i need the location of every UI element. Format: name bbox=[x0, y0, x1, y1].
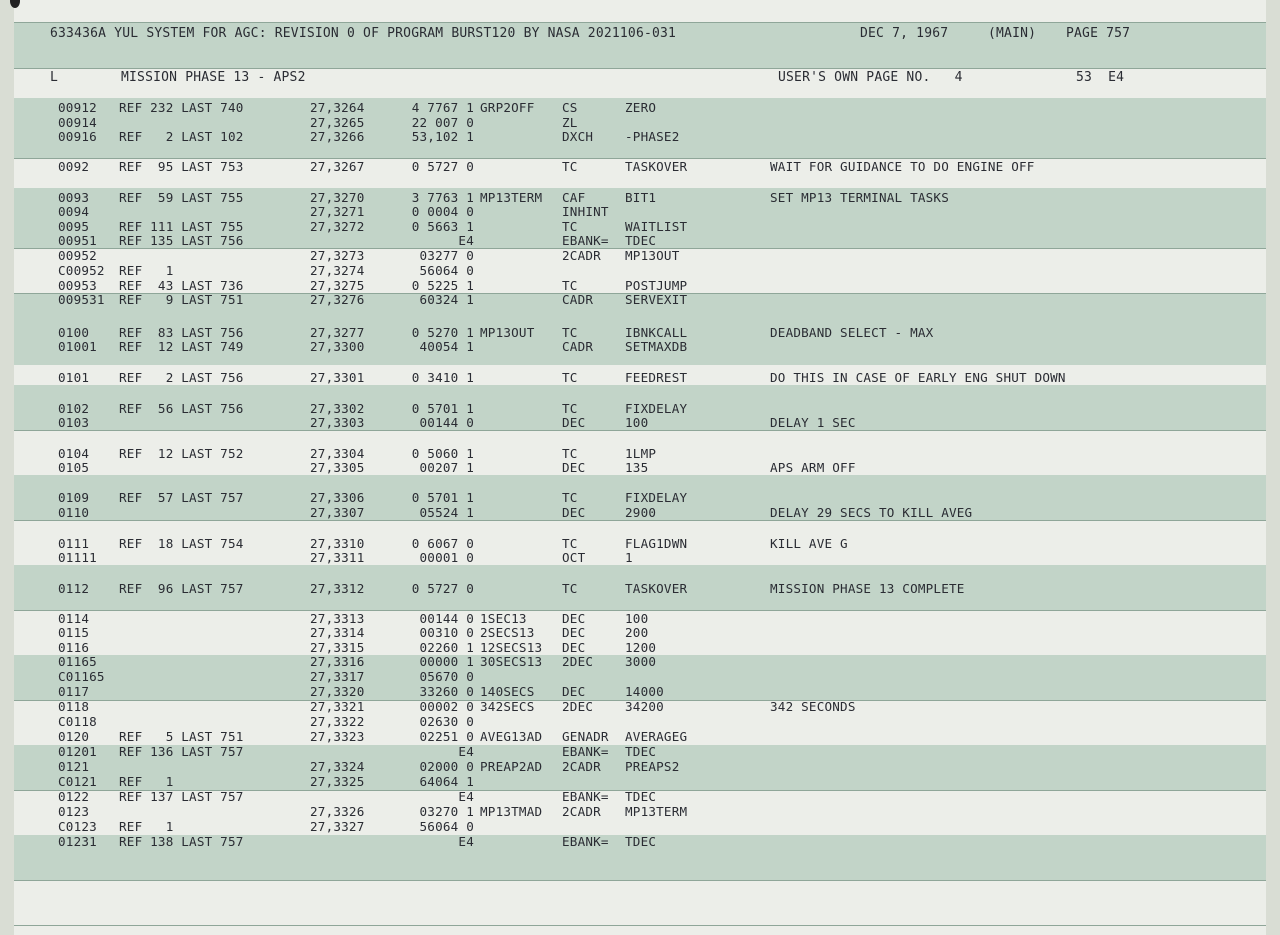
row-octal-word: 56064 0 bbox=[419, 263, 474, 278]
row-line-number: 009531 bbox=[58, 292, 105, 307]
row-ref-info: REF 12 LAST 752 bbox=[119, 446, 244, 461]
row-address: 27,3277 bbox=[310, 325, 365, 340]
row-operand: TDEC bbox=[625, 834, 657, 849]
row-octal-word: 00002 0 bbox=[419, 699, 474, 714]
row-octal-word: 03277 0 bbox=[419, 248, 474, 263]
row-address: 27,3312 bbox=[310, 581, 365, 596]
row-octal-word: 3 7763 1 bbox=[411, 190, 474, 205]
row-ref-info: REF 111 LAST 755 bbox=[119, 219, 244, 234]
row-ref-info: REF 43 LAST 736 bbox=[119, 278, 244, 293]
row-address: 27,3316 bbox=[310, 654, 365, 669]
row-opcode: TC bbox=[562, 581, 578, 596]
row-octal-word: 0 6067 0 bbox=[411, 536, 474, 551]
row-address: 27,3264 bbox=[310, 100, 365, 115]
row-line-number: 0123 bbox=[58, 804, 90, 819]
row-octal-word: 03270 1 bbox=[419, 804, 474, 819]
row-ref-info: REF 5 LAST 751 bbox=[119, 729, 244, 744]
row-octal-word: 0 5225 1 bbox=[411, 278, 474, 293]
row-label: MP13TMAD bbox=[480, 804, 543, 819]
row-address: 27,3304 bbox=[310, 446, 365, 461]
row-comment: APS ARM OFF bbox=[770, 460, 856, 475]
row-ref-info: REF 18 LAST 754 bbox=[119, 536, 244, 551]
row-comment: WAIT FOR GUIDANCE TO DO ENGINE OFF bbox=[770, 159, 1035, 174]
row-address: 27,3274 bbox=[310, 263, 365, 278]
row-operand: PREAPS2 bbox=[625, 759, 680, 774]
row-opcode: TC bbox=[562, 370, 578, 385]
row-operand: 2900 bbox=[625, 505, 657, 520]
row-opcode: 2CADR bbox=[562, 759, 601, 774]
row-opcode: DEC bbox=[562, 684, 586, 699]
row-line-number: 0122 bbox=[58, 789, 90, 804]
row-operand: 1LMP bbox=[625, 446, 657, 461]
row-address: 27,3315 bbox=[310, 640, 365, 655]
row-opcode: EBANK= bbox=[562, 233, 609, 248]
row-line-number: 01165 bbox=[58, 654, 97, 669]
row-operand: AVERAGEG bbox=[625, 729, 688, 744]
row-address: 27,3317 bbox=[310, 669, 365, 684]
row-ref-info: REF 135 LAST 756 bbox=[119, 233, 244, 248]
row-address: 27,3326 bbox=[310, 804, 365, 819]
row-line-number: 0112 bbox=[58, 581, 90, 596]
row-operand: FLAG1DWN bbox=[625, 536, 688, 551]
row-operand: TDEC bbox=[625, 744, 657, 759]
row-operand: TASKOVER bbox=[625, 581, 688, 596]
row-comment: DELAY 29 SECS TO KILL AVEG bbox=[770, 505, 973, 520]
row-octal-word: 00001 0 bbox=[419, 550, 474, 565]
row-ref-info: REF 2 LAST 102 bbox=[119, 129, 244, 144]
row-line-number: 0094 bbox=[58, 204, 90, 219]
row-ref-info: REF 56 LAST 756 bbox=[119, 401, 244, 416]
row-opcode: TC bbox=[562, 490, 578, 505]
row-operand: FEEDREST bbox=[625, 370, 688, 385]
users-page-number: USER'S OWN PAGE NO. 4 bbox=[778, 70, 963, 85]
row-line-number: 00912 bbox=[58, 100, 97, 115]
row-ref-info: REF 83 LAST 756 bbox=[119, 325, 244, 340]
row-octal-word: 0 5727 0 bbox=[411, 159, 474, 174]
section-title: MISSION PHASE 13 - APS2 bbox=[121, 70, 306, 85]
page-number: PAGE 757 bbox=[1066, 26, 1131, 41]
row-line-number: 0092 bbox=[58, 159, 90, 174]
row-address: 27,3302 bbox=[310, 401, 365, 416]
row-line-number: 00952 bbox=[58, 248, 97, 263]
row-line-number: 0121 bbox=[58, 759, 90, 774]
row-opcode: DEC bbox=[562, 625, 586, 640]
row-label: 30SECS13 bbox=[480, 654, 543, 669]
row-label: GRP2OFF bbox=[480, 100, 535, 115]
row-octal-word: 00207 1 bbox=[419, 460, 474, 475]
row-address: 27,3310 bbox=[310, 536, 365, 551]
row-address: 27,3307 bbox=[310, 505, 365, 520]
row-opcode: EBANK= bbox=[562, 789, 609, 804]
row-line-number: 01201 bbox=[58, 744, 97, 759]
row-octal-word: 56064 0 bbox=[419, 819, 474, 834]
row-line-number: 0103 bbox=[58, 415, 90, 430]
row-line-number: C0121 bbox=[58, 774, 97, 789]
row-opcode: TC bbox=[562, 159, 578, 174]
row-operand: 3000 bbox=[625, 654, 657, 669]
row-opcode: CADR bbox=[562, 292, 594, 307]
row-operand: 100 bbox=[625, 611, 649, 626]
row-octal-word: 40054 1 bbox=[419, 339, 474, 354]
row-line-number: 0115 bbox=[58, 625, 90, 640]
row-line-number: 01001 bbox=[58, 339, 97, 354]
row-opcode: TC bbox=[562, 325, 578, 340]
row-line-number: 0095 bbox=[58, 219, 90, 234]
row-octal-word: 0 5663 1 bbox=[411, 219, 474, 234]
row-operand: MP13TERM bbox=[625, 804, 688, 819]
row-operand: 14000 bbox=[625, 684, 664, 699]
rule bbox=[14, 880, 1266, 881]
row-opcode: CAF bbox=[562, 190, 586, 205]
row-address: 27,3273 bbox=[310, 248, 365, 263]
row-octal-word: 0 5060 1 bbox=[411, 446, 474, 461]
row-opcode: CADR bbox=[562, 339, 594, 354]
row-octal-word: 02260 1 bbox=[419, 640, 474, 655]
listing-flag: L bbox=[50, 70, 59, 85]
row-opcode: TC bbox=[562, 446, 578, 461]
row-ref-info: REF 1 bbox=[119, 774, 174, 789]
row-address: 27,3303 bbox=[310, 415, 365, 430]
row-operand: ZERO bbox=[625, 100, 657, 115]
row-address: 27,3322 bbox=[310, 714, 365, 729]
row-address: 27,3266 bbox=[310, 129, 365, 144]
row-address: 27,3313 bbox=[310, 611, 365, 626]
row-opcode: TC bbox=[562, 401, 578, 416]
row-line-number: 0102 bbox=[58, 401, 90, 416]
row-octal-word: E4 bbox=[458, 233, 474, 248]
row-octal-word: E4 bbox=[458, 789, 474, 804]
row-address: 27,3300 bbox=[310, 339, 365, 354]
row-operand: 100 bbox=[625, 415, 649, 430]
row-label: 2SECS13 bbox=[480, 625, 535, 640]
rule bbox=[14, 22, 1266, 23]
row-label: MP13OUT bbox=[480, 325, 535, 340]
row-operand: 200 bbox=[625, 625, 649, 640]
row-address: 27,3267 bbox=[310, 159, 365, 174]
row-address: 27,3306 bbox=[310, 490, 365, 505]
row-octal-word: 60324 1 bbox=[419, 292, 474, 307]
row-operand: -PHASE2 bbox=[625, 129, 680, 144]
listing-section: (MAIN) bbox=[988, 26, 1037, 41]
row-label: 342SECS bbox=[480, 699, 535, 714]
row-line-number: 0110 bbox=[58, 505, 90, 520]
row-line-number: 0100 bbox=[58, 325, 90, 340]
row-opcode: TC bbox=[562, 536, 578, 551]
row-line-number: 00916 bbox=[58, 129, 97, 144]
row-label: 1SEC13 bbox=[480, 611, 527, 626]
row-operand: TDEC bbox=[625, 233, 657, 248]
row-comment: DEADBAND SELECT - MAX bbox=[770, 325, 934, 340]
row-octal-word: E4 bbox=[458, 834, 474, 849]
row-address: 27,3271 bbox=[310, 204, 365, 219]
row-opcode: GENADR bbox=[562, 729, 609, 744]
row-opcode: EBANK= bbox=[562, 834, 609, 849]
row-operand: TDEC bbox=[625, 789, 657, 804]
row-opcode: 2DEC bbox=[562, 699, 594, 714]
tractor-hole bbox=[10, 0, 20, 8]
row-address: 27,3276 bbox=[310, 292, 365, 307]
row-opcode: INHINT bbox=[562, 204, 609, 219]
row-octal-word: 02000 0 bbox=[419, 759, 474, 774]
row-octal-word: E4 bbox=[458, 744, 474, 759]
row-opcode: OCT bbox=[562, 550, 586, 565]
row-address: 27,3270 bbox=[310, 190, 365, 205]
row-ref-info: REF 96 LAST 757 bbox=[119, 581, 244, 596]
band bbox=[14, 880, 1266, 925]
row-operand: POSTJUMP bbox=[625, 278, 688, 293]
row-ref-info: REF 9 LAST 751 bbox=[119, 292, 244, 307]
row-octal-word: 0 5701 1 bbox=[411, 401, 474, 416]
row-octal-word: 05670 0 bbox=[419, 669, 474, 684]
row-line-number: 0120 bbox=[58, 729, 90, 744]
row-line-number: 0093 bbox=[58, 190, 90, 205]
row-opcode: DEC bbox=[562, 460, 586, 475]
row-opcode: ZL bbox=[562, 115, 578, 130]
row-operand: 1200 bbox=[625, 640, 657, 655]
row-opcode: EBANK= bbox=[562, 744, 609, 759]
row-comment: MISSION PHASE 13 COMPLETE bbox=[770, 581, 965, 596]
row-line-number: 0105 bbox=[58, 460, 90, 475]
row-octal-word: 02630 0 bbox=[419, 714, 474, 729]
row-line-number: 01231 bbox=[58, 834, 97, 849]
row-line-number: 0111 bbox=[58, 536, 90, 551]
row-line-number: C01165 bbox=[58, 669, 105, 684]
row-line-number: 0104 bbox=[58, 446, 90, 461]
row-operand: 34200 bbox=[625, 699, 664, 714]
row-address: 27,3311 bbox=[310, 550, 365, 565]
row-operand: IBNKCALL bbox=[625, 325, 688, 340]
row-line-number: 0101 bbox=[58, 370, 90, 385]
row-address: 27,3272 bbox=[310, 219, 365, 234]
row-octal-word: 00000 1 bbox=[419, 654, 474, 669]
row-opcode: 2DEC bbox=[562, 654, 594, 669]
row-comment: SET MP13 TERMINAL TASKS bbox=[770, 190, 949, 205]
row-address: 27,3305 bbox=[310, 460, 365, 475]
row-octal-word: 0 5270 1 bbox=[411, 325, 474, 340]
row-line-number: 0116 bbox=[58, 640, 90, 655]
row-opcode: DEC bbox=[562, 415, 586, 430]
row-label: MP13TERM bbox=[480, 190, 543, 205]
row-operand: TASKOVER bbox=[625, 159, 688, 174]
rule bbox=[14, 430, 1266, 431]
listing-sheet bbox=[14, 0, 1266, 935]
row-comment: DELAY 1 SEC bbox=[770, 415, 856, 430]
row-line-number: 0117 bbox=[58, 684, 90, 699]
row-label: PREAP2AD bbox=[480, 759, 543, 774]
row-line-number: C00952 bbox=[58, 263, 105, 278]
row-operand: MP13OUT bbox=[625, 248, 680, 263]
row-address: 27,3301 bbox=[310, 370, 365, 385]
row-octal-word: 00144 0 bbox=[419, 611, 474, 626]
row-octal-word: 53,102 1 bbox=[411, 129, 474, 144]
row-operand: WAITLIST bbox=[625, 219, 688, 234]
row-comment: KILL AVE G bbox=[770, 536, 848, 551]
row-ref-info: REF 1 bbox=[119, 263, 174, 278]
listing-header: 633436A YUL SYSTEM FOR AGC: REVISION 0 OF PROGRAM BURST120 BY NASA 2021106-031 bbox=[50, 26, 677, 41]
row-opcode: CS bbox=[562, 100, 578, 115]
row-operand: FIXDELAY bbox=[625, 490, 688, 505]
row-line-number: 01111 bbox=[58, 550, 97, 565]
row-opcode: 2CADR bbox=[562, 248, 601, 263]
row-address: 27,3321 bbox=[310, 699, 365, 714]
row-address: 27,3275 bbox=[310, 278, 365, 293]
row-label: AVEG13AD bbox=[480, 729, 543, 744]
row-opcode: DXCH bbox=[562, 129, 594, 144]
row-octal-word: 64064 1 bbox=[419, 774, 474, 789]
row-octal-word: 0 5727 0 bbox=[411, 581, 474, 596]
row-label: 140SECS bbox=[480, 684, 535, 699]
row-address: 27,3265 bbox=[310, 115, 365, 130]
row-line-number: 00953 bbox=[58, 278, 97, 293]
row-address: 27,3324 bbox=[310, 759, 365, 774]
row-octal-word: 4 7767 1 bbox=[411, 100, 474, 115]
listing-date: DEC 7, 1967 bbox=[860, 26, 949, 41]
row-opcode: DEC bbox=[562, 611, 586, 626]
row-ref-info: REF 2 LAST 756 bbox=[119, 370, 244, 385]
row-address: 27,3320 bbox=[310, 684, 365, 699]
row-octal-word: 0 0004 0 bbox=[411, 204, 474, 219]
row-opcode: DEC bbox=[562, 505, 586, 520]
row-operand: SERVEXIT bbox=[625, 292, 688, 307]
row-operand: BIT1 bbox=[625, 190, 657, 205]
row-octal-word: 02251 0 bbox=[419, 729, 474, 744]
rule bbox=[14, 68, 1266, 69]
row-ref-info: REF 59 LAST 755 bbox=[119, 190, 244, 205]
row-address: 27,3325 bbox=[310, 774, 365, 789]
row-line-number: 0118 bbox=[58, 699, 90, 714]
row-ref-info: REF 138 LAST 757 bbox=[119, 834, 244, 849]
row-octal-word: 0 3410 1 bbox=[411, 370, 474, 385]
row-line-number: 00914 bbox=[58, 115, 97, 130]
row-address: 27,3314 bbox=[310, 625, 365, 640]
row-octal-word: 0 5701 1 bbox=[411, 490, 474, 505]
row-operand: FIXDELAY bbox=[625, 401, 688, 416]
row-line-number: 0114 bbox=[58, 611, 90, 626]
row-ref-info: REF 12 LAST 749 bbox=[119, 339, 244, 354]
rule bbox=[14, 925, 1266, 926]
page-code: 53 E4 bbox=[1076, 70, 1125, 85]
row-opcode: TC bbox=[562, 278, 578, 293]
row-line-number: C0123 bbox=[58, 819, 97, 834]
row-ref-info: REF 137 LAST 757 bbox=[119, 789, 244, 804]
row-operand: SETMAXDB bbox=[625, 339, 688, 354]
row-comment: 342 SECONDS bbox=[770, 699, 856, 714]
row-opcode: TC bbox=[562, 219, 578, 234]
rule bbox=[14, 520, 1266, 521]
row-address: 27,3327 bbox=[310, 819, 365, 834]
row-operand: 1 bbox=[625, 550, 633, 565]
row-octal-word: 22 007 0 bbox=[411, 115, 474, 130]
row-octal-word: 00144 0 bbox=[419, 415, 474, 430]
row-ref-info: REF 57 LAST 757 bbox=[119, 490, 244, 505]
row-ref-info: REF 136 LAST 757 bbox=[119, 744, 244, 759]
row-ref-info: REF 1 bbox=[119, 819, 174, 834]
row-octal-word: 05524 1 bbox=[419, 505, 474, 520]
row-label: 12SECS13 bbox=[480, 640, 543, 655]
row-opcode: 2CADR bbox=[562, 804, 601, 819]
row-comment: DO THIS IN CASE OF EARLY ENG SHUT DOWN bbox=[770, 370, 1066, 385]
row-operand: 135 bbox=[625, 460, 649, 475]
row-octal-word: 33260 0 bbox=[419, 684, 474, 699]
row-address: 27,3323 bbox=[310, 729, 365, 744]
row-line-number: 0109 bbox=[58, 490, 90, 505]
row-ref-info: REF 232 LAST 740 bbox=[119, 100, 244, 115]
row-line-number: C0118 bbox=[58, 714, 97, 729]
row-opcode: DEC bbox=[562, 640, 586, 655]
row-octal-word: 00310 0 bbox=[419, 625, 474, 640]
row-line-number: 00951 bbox=[58, 233, 97, 248]
row-ref-info: REF 95 LAST 753 bbox=[119, 159, 244, 174]
